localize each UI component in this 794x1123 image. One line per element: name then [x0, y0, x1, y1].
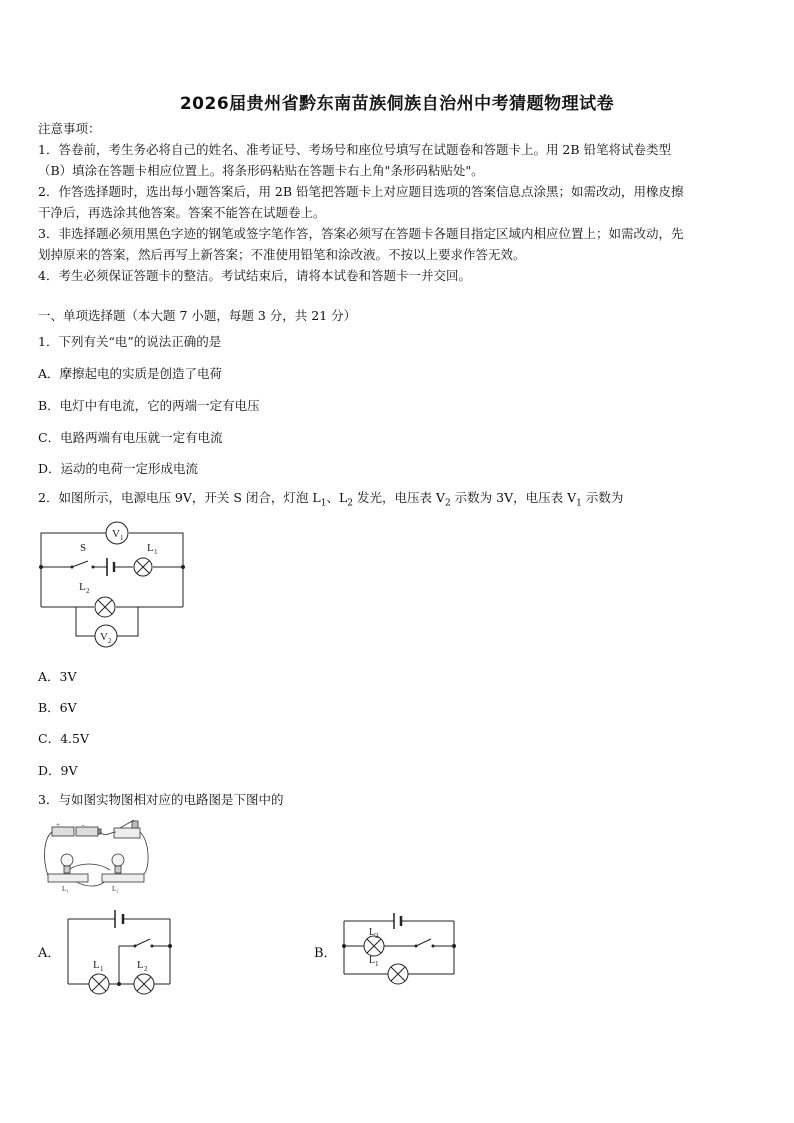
svg-text:L: L: [93, 959, 100, 971]
notice-line: （B）填涂在答题卡相应位置上。将条形码粘贴在答题卡右上角"条形码粘贴处"。: [38, 163, 484, 178]
question-3-stem: 3．与如图实物图相对应的电路图是下图中的: [38, 792, 284, 807]
lamp-l1-icon: [388, 964, 408, 984]
voltmeter-v2-icon: [95, 625, 117, 647]
lamp-l1-icon: [89, 974, 109, 994]
notice-heading: 注意事项：: [38, 121, 101, 136]
svg-text:-: -: [82, 821, 85, 829]
question-2-option-d: D．9V: [38, 763, 78, 778]
svg-text:2: 2: [375, 932, 379, 940]
lamp-l2-icon: [364, 936, 384, 956]
svg-text:V: V: [112, 528, 120, 540]
svg-text:1: 1: [154, 548, 158, 556]
question-3-option-b-label: B．: [314, 946, 337, 961]
lamp-l1-icon: [134, 558, 152, 576]
notice-line: 1．答卷前，考生务必将自己的姓名、准考证号、考场号和座位号填写在试题卷和答题卡上。用 2B 铅笔将试卷类型: [38, 142, 672, 157]
notice-line: 3．非选择题必须用黑色字迹的钢笔或签字笔作答，答案必须写在答题卡各题目指定区域内相应位置上；如需改动，先: [38, 226, 684, 241]
lamp-l2-icon: [134, 974, 154, 994]
lamp-l1-label: L: [147, 542, 154, 554]
page-title: 2026届贵州省黔东南苗族侗族自治州中考猜题物理试卷: [179, 94, 615, 114]
question-2-circuit-diagram: [38, 520, 188, 652]
svg-text:L₁: L₁: [62, 885, 69, 893]
svg-text:L: L: [369, 927, 376, 938]
svg-text:L: L: [137, 959, 144, 971]
question-1-option-d: D．运动的电荷一定形成电流: [38, 461, 199, 476]
svg-text:+: +: [56, 821, 60, 829]
voltmeter-v1-icon: [106, 522, 128, 544]
svg-text:1: 1: [120, 534, 124, 542]
lamp-l2-icon: [95, 597, 115, 617]
section-heading: 一、单项选择题（本大题 7 小题，每题 3 分，共 21 分）: [38, 308, 357, 323]
svg-text:2: 2: [86, 587, 90, 595]
question-3-option-b-circuit: [336, 908, 462, 990]
question-3-physical-circuit-image: [40, 818, 160, 894]
svg-text:1: 1: [100, 965, 104, 973]
svg-text:1: 1: [375, 960, 379, 968]
notice-line: 4．考生必须保证答题卡的整洁。考试结束后，请将本试卷和答题卡一并交回。: [38, 268, 471, 283]
question-2-option-c: C．4.5V: [38, 731, 89, 746]
switch-s-label: S: [80, 542, 87, 554]
notice-line: 干净后，再选涂其他答案。答案不能答在试题卷上。: [38, 205, 326, 220]
question-1-option-b: B．电灯中有电流，它的两端一定有电压: [38, 398, 260, 413]
svg-text:2: 2: [144, 965, 148, 973]
svg-text:2: 2: [108, 637, 112, 645]
question-2-stem: 2．如图所示，电源电压 9V，开关 S 闭合，灯泡 $L_1$、$L_2$ 发光，电压表 $V_2$ 示数为 3V，电压表 $V_1$ 示数为: [38, 490, 624, 509]
question-1-option-a: A．摩擦起电的实质是创造了电荷: [38, 366, 223, 381]
question-1-stem: 1．下列有关“电”的说法正确的是: [38, 334, 222, 349]
question-2-option-a: A．3V: [38, 669, 77, 684]
lamp-l2-label: L: [79, 581, 86, 593]
svg-text:V: V: [100, 631, 108, 643]
question-3-option-a-label: A．: [38, 946, 61, 961]
svg-text:L₂: L₂: [112, 885, 119, 893]
question-3-option-a-circuit: [60, 906, 180, 996]
notice-line: 划掉原来的答案，然后再写上新答案；不准使用铅笔和涂改液。不按以上要求作答无效。: [38, 247, 526, 262]
question-2-option-b: B．6V: [38, 700, 77, 715]
notice-line: 2．作答选择题时，选出每小题答案后，用 2B 铅笔把答题卡上对应题目选项的答案信息点涂黑；如需改动，用橡皮擦: [38, 184, 684, 199]
svg-text:L: L: [369, 955, 376, 966]
question-1-option-c: C．电路两端有电压就一定有电流: [38, 430, 223, 445]
